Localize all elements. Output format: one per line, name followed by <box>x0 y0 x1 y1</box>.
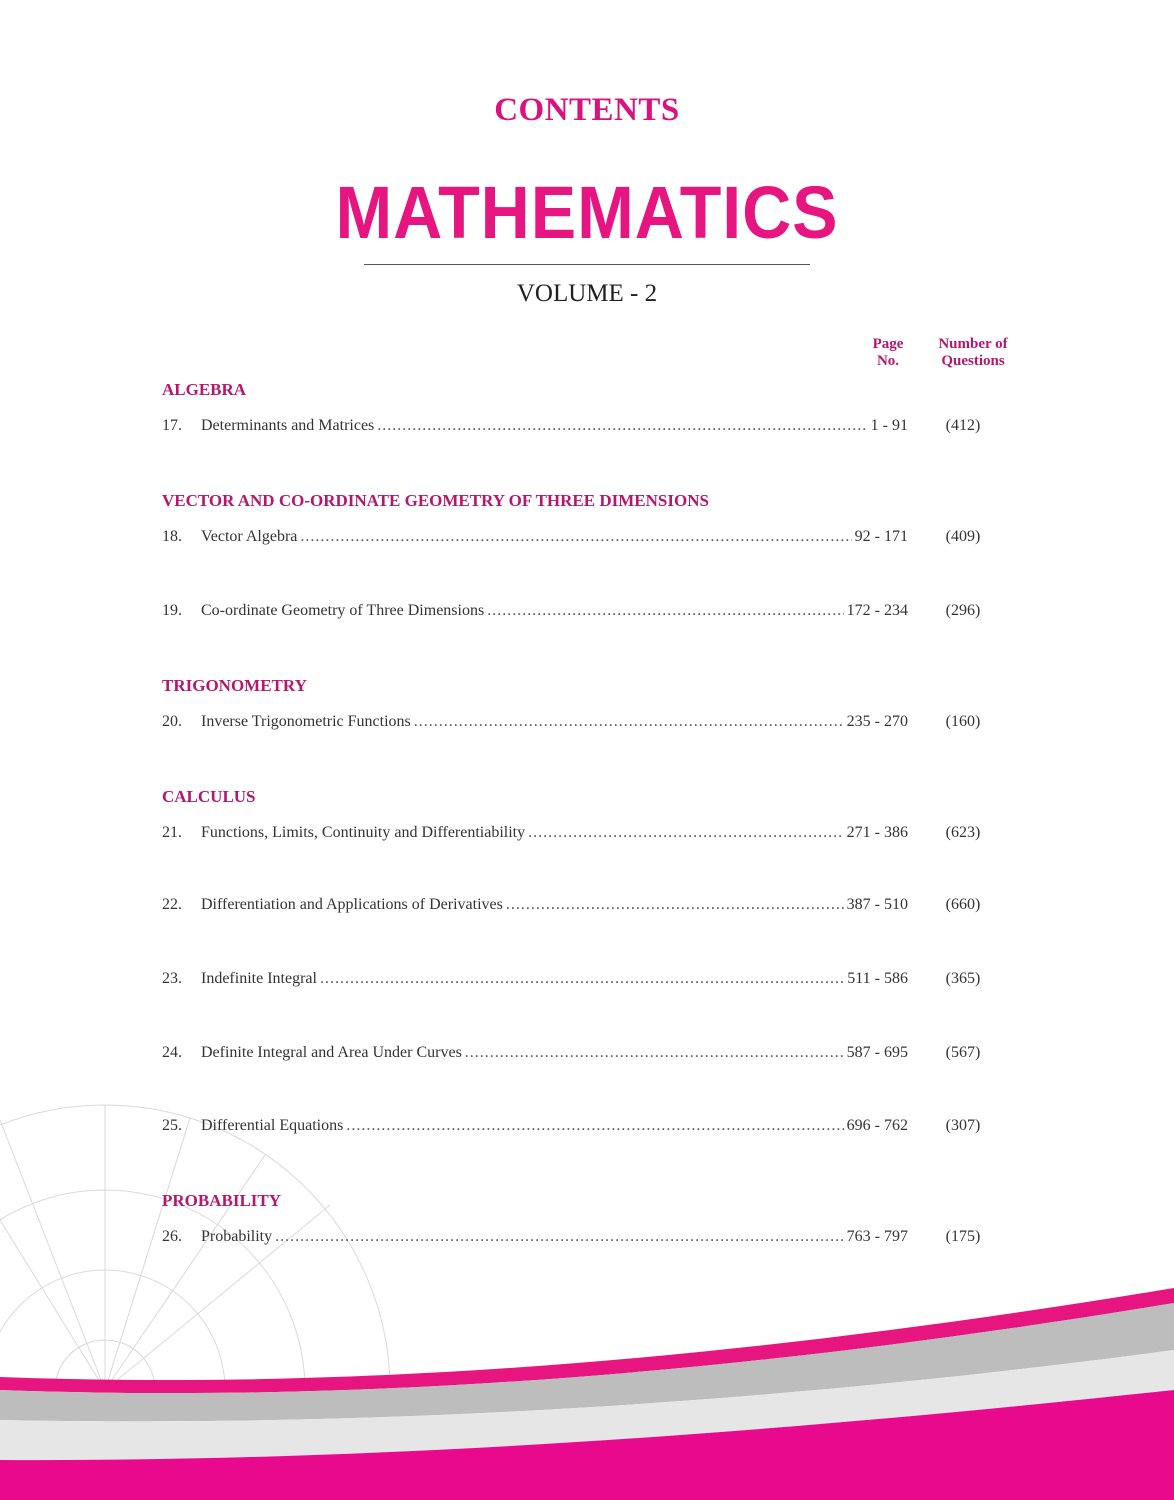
chapter-title: Indefinite Integral <box>201 970 317 987</box>
toc-entry[interactable] <box>162 1228 1002 1250</box>
question-count: (296) <box>945 602 981 619</box>
leader-dots <box>414 713 844 731</box>
section-heading-trigonometry: TRIGONOMETRY <box>162 676 307 695</box>
question-count: (307) <box>945 1117 981 1134</box>
chapter-number: 20. <box>162 713 182 730</box>
chapter-number: 24. <box>162 1044 182 1061</box>
chapter-number: 17. <box>162 417 182 434</box>
chapter-pages: 763 - 797 <box>846 1228 908 1245</box>
subject-title: MATHEMATICS <box>335 171 839 254</box>
chapter-pages: 172 - 234 <box>846 602 908 619</box>
toc-entry[interactable] <box>162 970 1002 992</box>
leader-dots <box>300 528 851 546</box>
questions-header-line1: Number of <box>938 336 1008 352</box>
question-count: (623) <box>945 824 981 841</box>
chapter-pages: 511 - 586 <box>847 970 908 987</box>
chapter-pages: 235 - 270 <box>846 713 908 730</box>
chapter-title: Probability <box>201 1228 273 1245</box>
chapter-number: 18. <box>162 528 182 545</box>
page-no-column-header <box>862 336 914 370</box>
question-count: (175) <box>945 1228 981 1245</box>
chapter-pages: 92 - 171 <box>854 528 908 545</box>
question-count: (365) <box>945 970 981 987</box>
volume-label: VOLUME - 2 <box>516 280 658 307</box>
question-count: (660) <box>945 896 981 913</box>
chapter-number: 23. <box>162 970 182 987</box>
leader-dots <box>320 970 844 988</box>
leader-dots <box>346 1117 843 1135</box>
questions-column-header <box>928 336 1018 370</box>
leader-dots <box>377 417 867 435</box>
leader-dots <box>275 1228 844 1246</box>
chapter-number: 22. <box>162 896 182 913</box>
section-heading-probability: PROBABILITY <box>162 1191 282 1210</box>
toc-entry[interactable] <box>162 1044 1002 1066</box>
question-count: (160) <box>945 713 981 730</box>
toc-entry[interactable] <box>162 896 1002 918</box>
leader-dots <box>528 824 844 842</box>
chapter-title: Co-ordinate Geometry of Three Dimensions <box>201 602 485 619</box>
chapter-title: Differentiation and Applications of Derivatives <box>201 896 503 913</box>
chapter-title: Determinants and Matrices <box>201 417 375 434</box>
chapter-title: Inverse Trigonometric Functions <box>201 713 411 730</box>
chapter-title: Differential Equations <box>201 1117 344 1134</box>
chapter-pages: 271 - 386 <box>846 824 908 841</box>
toc-entry[interactable] <box>162 417 1002 439</box>
page-no-header-line1: Page <box>872 336 904 352</box>
page-no-header-line2: No. <box>876 353 900 369</box>
chapter-title: Functions, Limits, Continuity and Differentiability <box>201 824 526 841</box>
chapter-title: Vector Algebra <box>201 528 298 545</box>
leader-dots <box>487 602 843 620</box>
toc-entry[interactable] <box>162 713 1002 735</box>
toc-entry[interactable] <box>162 824 1002 846</box>
section-heading-calculus: CALCULUS <box>162 787 256 806</box>
question-count: (409) <box>945 528 981 545</box>
chapter-number: 25. <box>162 1117 182 1134</box>
toc-entry[interactable] <box>162 1117 1002 1139</box>
chapter-pages: 387 - 510 <box>846 896 908 913</box>
chapter-number: 21. <box>162 824 182 841</box>
chapter-number: 26. <box>162 1228 182 1245</box>
section-heading-algebra: ALGEBRA <box>162 380 247 399</box>
contents-heading: CONTENTS <box>494 92 680 128</box>
question-count: (567) <box>945 1044 981 1061</box>
leader-dots <box>506 896 844 914</box>
chapter-number: 19. <box>162 602 182 619</box>
section-heading-vector-geometry: VECTOR AND CO-ORDINATE GEOMETRY OF THREE DIMENSIONS <box>162 491 709 510</box>
chapter-pages: 1 - 91 <box>870 417 908 434</box>
chapter-pages: 696 - 762 <box>846 1117 908 1134</box>
toc-entry[interactable] <box>162 528 1002 550</box>
question-count: (412) <box>945 417 981 434</box>
questions-header-line2: Questions <box>941 353 1005 369</box>
title-divider <box>364 264 810 265</box>
leader-dots <box>465 1044 844 1062</box>
chapter-title: Definite Integral and Area Under Curves <box>201 1044 462 1061</box>
toc-entry[interactable] <box>162 602 1002 624</box>
chapter-pages: 587 - 695 <box>846 1044 908 1061</box>
